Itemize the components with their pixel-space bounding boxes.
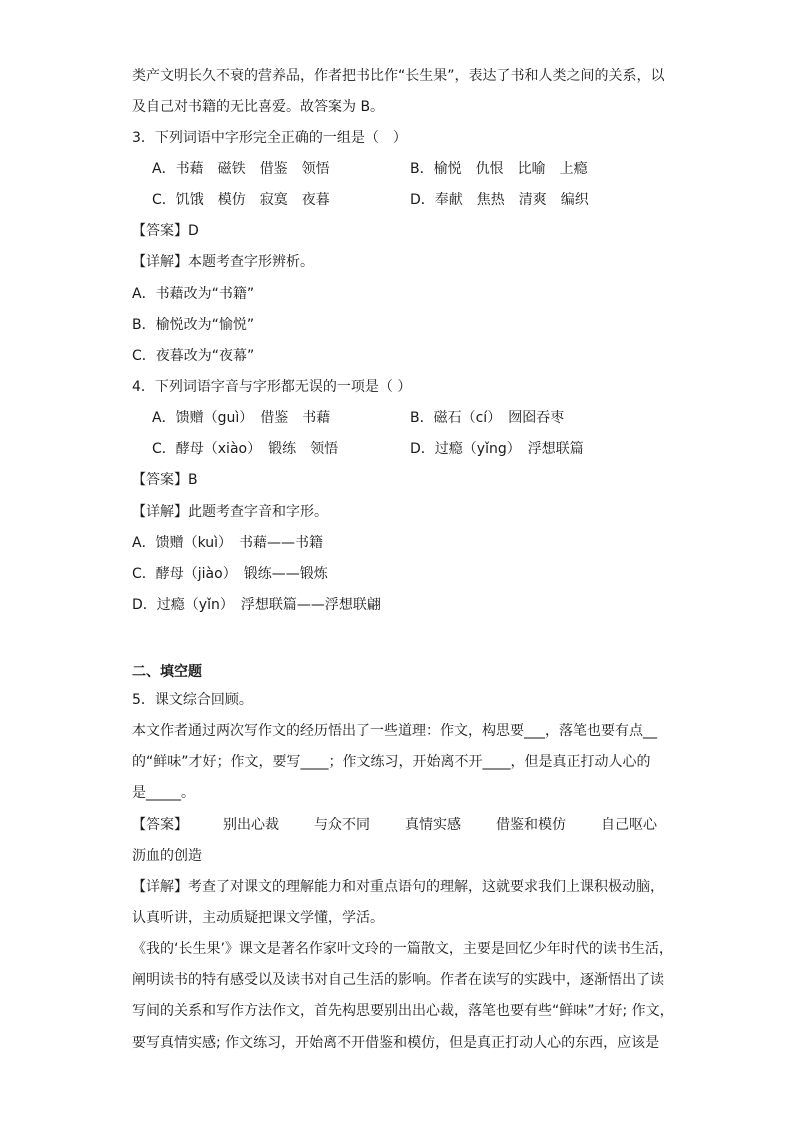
option-a: A．馈赠（guì） 借鉴 书藉 [152,410,331,426]
answer-blank-5-cont: 沥血的创造 [132,848,202,864]
answer-blank-4: 借鉴和模仿 [496,817,566,833]
answer-blank-3: 真情实感 [405,817,461,833]
explanation: 【详解】本题考查字形辨析。 [132,254,314,270]
question-3: 3．下列词语中字形完全正确的一组是（ ） [132,130,407,146]
explanation-item: A．馈赠（kuì） 书藉——书籍 [132,535,324,551]
explanation: 《我的‘长生果’》课文是著名作家叶文玲的一篇散文，主要是回忆少年时代的读书生活， [132,941,673,957]
answer-label: 【答案】 [132,817,188,833]
answer-blank-2: 与众不同 [314,817,370,833]
answer: 【答案】B [132,472,198,488]
explanation: 要写真情实感; 作文练习，开始离不开借鉴和模仿，但是真正打动人心的东西，应该是 [132,1035,660,1051]
answer: 【答案】D [132,223,199,239]
question-5: 5．课文综合回顾。 [132,692,253,708]
option-c: C．酵母（xiào） 锻练 领悟 [152,441,339,457]
explanation-item: C．夜暮改为“夜幕” [132,348,255,364]
explanation-item: D．过瘾（yǐn） 浮想联篇——浮想联翩 [132,597,381,613]
explanation: 写间的关系和写作方法作文，首先构思要别出出心裁，落笔也要有些“鲜味”才好; 作文， [132,1003,674,1019]
text-line: 的“鲜味”才好；作文，要写____；作文练习，开始离不开____，但是真正打动人心的 [132,754,651,770]
text-line: 及自己对书籍的无比喜爱。故答案为 B。 [132,99,385,115]
option-a: A．书藉 磁铁 借鉴 领悟 [152,161,330,177]
option-d: D．奉献 焦热 清爽 编织 [410,192,589,208]
text-line: 本文作者通过两次写作文的经历悟出了一些道理：作文，构思要___，落笔也要有点__ [132,723,657,739]
explanation-item: A．书藉改为“书籍” [132,286,255,302]
explanation-item: C．酵母（jiào） 锻练——锻炼 [132,566,328,582]
question-4: 4．下列词语字音与字形都无误的一项是（ ） [132,379,412,395]
answer-blank-5: 自己呕心 [601,817,657,833]
explanation: 阐明读书的特有感受以及读书对自己生活的影响。作者在读写的实践中，逐渐悟出了读 [132,972,664,988]
option-c: C．饥饿 模仿 寂寞 夜暮 [152,192,330,208]
text-line: 类产文明长久不衰的营养品，作者把书比作“长生果”，表达了书和人类之间的关系，以 [132,68,665,84]
option-d: D．过瘾（yǐng） 浮想联篇 [410,441,584,457]
text-line: 是_____。 [132,785,195,801]
explanation: 【详解】考查了对课文的理解能力和对重点语句的理解，这就要求我们上课积极动脑， [132,879,664,895]
section-heading: 二、填空题 [132,664,202,680]
option-b: B．榆悦 仇恨 比喻 上瘾 [410,161,588,177]
explanation: 认真听讲，主动质疑把课文学懂，学活。 [132,910,384,926]
answer-blank-1: 别出心裁 [223,817,279,833]
explanation-item: B．榆悦改为“愉悦” [132,317,255,333]
explanation: 【详解】此题考查字音和字形。 [132,504,328,520]
option-b: B．磁石（cí） 囫囵吞枣 [410,410,565,426]
